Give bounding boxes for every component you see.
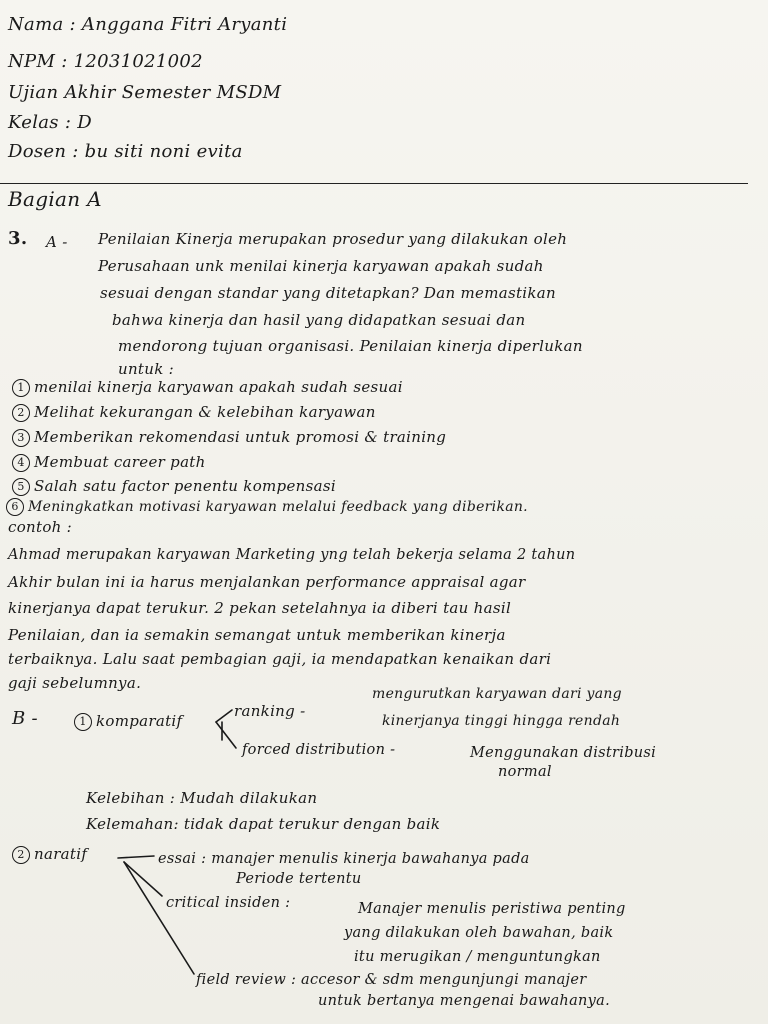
student-npm: NPM : 12031021002 [8,51,203,72]
bracket-essai [118,856,154,858]
section-title: Bagian A [8,187,102,211]
point-number: 1 [12,379,30,397]
point-item [12,378,403,397]
naratif-number: 2 [12,846,30,864]
header-divider [0,183,748,184]
class-label: Kelas : D [8,112,92,133]
komparatif-number: 1 [74,713,92,731]
contoh-label: contoh : [8,518,73,536]
example-line: Penilaian, dan ia semakin semangat untuk memberikan kinerja [8,626,506,644]
bracket-field [124,862,194,974]
question-number: 3. [8,228,28,249]
point-item [12,477,336,496]
field-review-line-cont: untuk bertanya mengenai bawahanya. [318,993,611,1009]
example-line: Akhir bulan ini ia harus menjalankan performance appraisal agar [8,573,526,591]
point-item [12,403,376,422]
example-line: gaji sebelumnya. [8,674,142,692]
critical-insiden-label: critical insiden : [166,895,291,911]
ranking-desc: kinerjanya tinggi hingga rendah [382,713,621,729]
point-number: 2 [12,404,30,422]
komparatif-heading [74,712,182,731]
point-text: Melihat kekurangan & kelebihan karyawan [34,403,376,421]
critical-insiden-desc: itu merugikan / menguntungkan [354,949,601,965]
point-text: Memberikan rekomendasi untuk promosi & training [34,428,447,446]
example-line: Ahmad merupakan karyawan Marketing yng telah bekerja selama 2 tahun [8,547,576,563]
intro-line: bahwa kinerja dan hasil yang didapatkan sesuai dan [112,311,526,329]
essai-line: essai : manajer menulis kinerja bawahanya pada [158,851,530,867]
example-line: kinerjanya dapat terukur. 2 pekan setelahnya ia diberi tau hasil [8,599,512,617]
bracket-forced [216,722,236,748]
point-text: Membuat career path [34,453,206,471]
intro-line: untuk : [118,360,175,378]
point-text: Salah satu factor penentu kompensasi [34,477,336,495]
forced-distribution-desc: normal [498,764,552,780]
komparatif-title: komparatif [96,712,183,730]
intro-line: sesuai dengan standar yang ditetapkan? Dan memastikan [100,284,556,302]
bracket-critical [124,862,162,896]
ranking-label: ranking - [234,702,306,720]
intro-line: Perusahaan unk menilai kinerja karyawan apakah sudah [98,257,544,275]
critical-insiden-desc: Manajer menulis peristiwa penting [358,901,626,917]
point-number: 3 [12,429,30,447]
forced-distribution-desc: Menggunakan distribusi [470,745,657,761]
naratif-title: naratif [34,845,88,863]
intro-line: mendorong tujuan organisasi. Penilaian kinerja diperlukan [118,337,583,355]
forced-distribution-label: forced distribution - [242,742,396,758]
essai-line-cont: Periode tertentu [236,871,362,887]
lecturer-label: Dosen : bu siti noni evita [8,141,243,162]
intro-line: Penilaian Kinerja merupakan prosedur yang dilakukan oleh [98,230,568,248]
kelebihan-line: Kelebihan : Mudah dilakukan [86,789,318,807]
point-item [6,498,528,516]
ranking-desc: mengurutkan karyawan dari yang [372,686,622,702]
kelemahan-line: Kelemahan: tidak dapat terukur dengan baik [86,815,441,833]
point-item [12,428,446,447]
naratif-heading [12,845,87,864]
point-number: 5 [12,478,30,496]
point-item [12,453,206,472]
critical-insiden-desc: yang dilakukan oleh bawahan, baik [344,925,614,941]
field-review-line: field review : accesor & sdm mengunjungi manajer [196,972,587,988]
part-a-label: A - [46,233,68,251]
exam-title: Ujian Akhir Semester MSDM [8,82,282,103]
point-number: 4 [12,454,30,472]
student-name: Nama : Anggana Fitri Aryanti [8,14,288,35]
point-number: 6 [6,498,24,516]
bracket-ranking [216,710,232,722]
part-b-label: B - [12,708,38,729]
point-text: menilai kinerja karyawan apakah sudah sesuai [34,378,403,396]
example-line: terbaiknya. Lalu saat pembagian gaji, ia mendapatkan kenaikan dari [8,650,552,668]
point-text: Meningkatkan motivasi karyawan melalui feedback yang diberikan. [28,499,528,515]
